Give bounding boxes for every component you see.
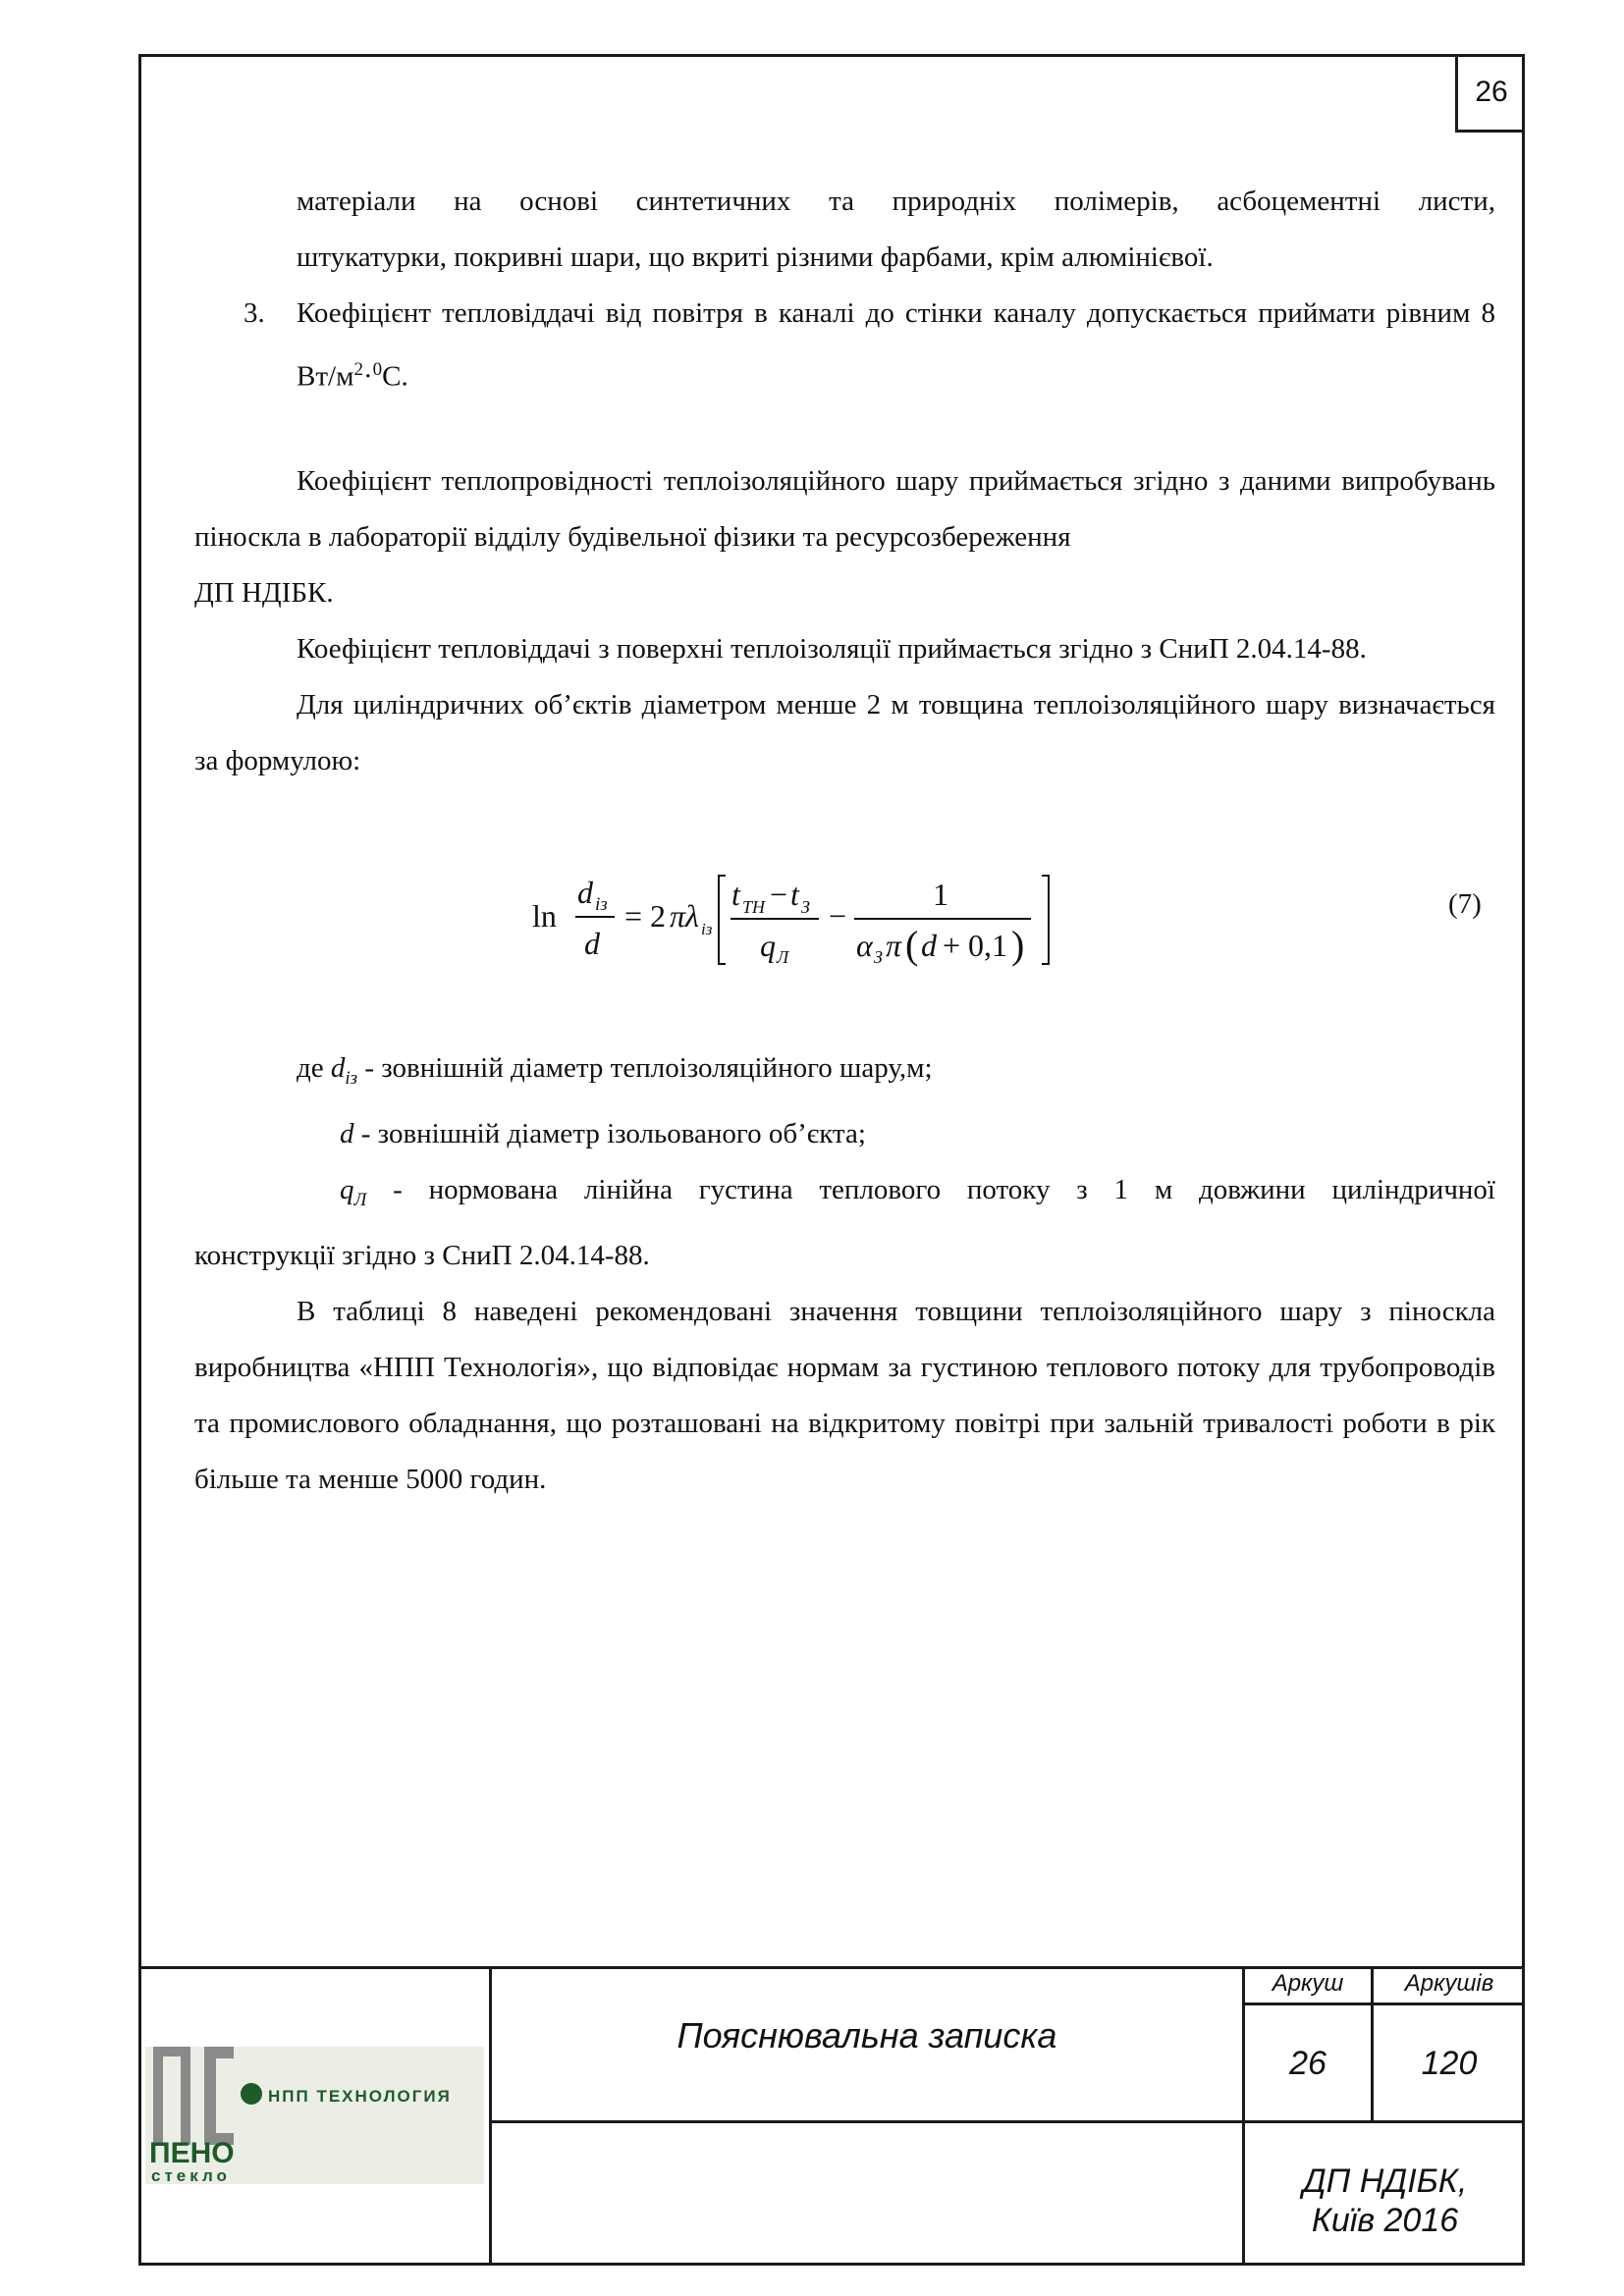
- formula-d2: d: [921, 928, 937, 963]
- formula-sub-z: З: [801, 897, 810, 917]
- sheet-label: Аркуш: [1272, 1970, 1344, 1997]
- formula-graphic: [530, 864, 1060, 972]
- paragraph-text: В таблиці 8 наведені рекомендовані значення товщини теплоізоляційного шару з піноскла виробництва «НПП Технологія», що відповідає нормам за густиною теплового потоку для трубопроводів та промислового обладнання, що розташовані на відкритому повітрі при зальній тривалості роботи в рік більше та менше 5000 годин.: [194, 1295, 1495, 1495]
- paragraph: [194, 454, 1495, 565]
- formula-minus2: −: [829, 898, 847, 934]
- logo-text-2: ПЕНО: [149, 2137, 235, 2169]
- formula-alpha: α: [856, 928, 873, 963]
- paragraph: [194, 621, 1495, 677]
- formula-paren-close: ): [1011, 923, 1025, 967]
- formula-sub-z2: З: [874, 947, 883, 967]
- list-text: Коефіцієнт тепловіддачі від повітря в каналі до стінки каналу допускається приймати рівним 8 Вт/м: [297, 297, 1495, 393]
- definition-text: - зовнішній діаметр теплоізоляційного шару,м;: [357, 1052, 933, 1084]
- definitions-block: [194, 1041, 1495, 1508]
- formula: [530, 864, 1512, 972]
- text-line: матеріали на основі синтетичних та природніх полімерів, асбоцементні листи,: [297, 186, 1495, 217]
- page-number: 26: [1455, 54, 1525, 133]
- formula-pi-lambda: πλ: [670, 898, 699, 934]
- dot: ·: [362, 360, 373, 393]
- text-line: штукатурки, покривні шари, що вкриті різними фарбами, крім алюмінієвої.: [297, 241, 1214, 273]
- formula-t-z: t: [790, 877, 799, 912]
- formula-sub-iz2: із: [701, 920, 713, 938]
- paragraph: [194, 677, 1495, 789]
- definition-2: [194, 1106, 1495, 1162]
- formula-number: (7): [1448, 888, 1482, 920]
- sheets-label: Аркушів: [1404, 1970, 1494, 1997]
- title-block-header-line: [1242, 2002, 1525, 2005]
- superscript: 0: [372, 359, 383, 380]
- formula-eq: = 2: [624, 898, 667, 934]
- formula-paren-open: (: [905, 923, 919, 967]
- definition-text: - зовнішній діаметр ізольованого об’єкта;: [353, 1117, 866, 1149]
- logo-text-3: стекло: [151, 2166, 231, 2184]
- formula-plus: + 0,1: [943, 928, 1008, 963]
- variable: d: [330, 1052, 346, 1084]
- formula-q: q: [760, 928, 776, 963]
- variable-subscript: Л: [353, 1189, 367, 1210]
- formula-sub-l: Л: [777, 947, 789, 967]
- paragraph-continuation: [194, 174, 1495, 230]
- formula-pi: π: [886, 928, 902, 963]
- definition-lead: де: [297, 1052, 324, 1084]
- title-block-divider-1: [489, 1966, 492, 2266]
- organization-line-2: Київ 2016: [1311, 2202, 1459, 2239]
- definition-1: [194, 1041, 1495, 1106]
- list-text-end: С.: [382, 360, 408, 393]
- logo-text-1: НПП ТЕХНОЛОГИЯ: [268, 2087, 452, 2106]
- variable: d: [340, 1117, 354, 1149]
- numbered-item-3: [194, 286, 1495, 405]
- definition-3: [194, 1162, 1495, 1228]
- sheets-total: 120: [1421, 2045, 1478, 2082]
- organization-line-1: ДП НДІБК,: [1302, 2163, 1468, 2200]
- paragraph-text: Коефіцієнт теплопровідності теплоізоляційного шару приймається згідно з даними випробувань піноскла в лабораторії відділу будівельної фізики та ресурсозбереження: [194, 465, 1495, 553]
- superscript: 2: [353, 359, 363, 380]
- paragraph: [194, 1284, 1495, 1508]
- paragraph-text: Коефіцієнт тепловіддачі з поверхні теплоізоляції приймається згідно з СниП 2.04.14-88.: [297, 633, 1367, 665]
- body-block-2: [194, 454, 1495, 789]
- sheet-number: 26: [1289, 2045, 1326, 2082]
- formula-ln: ln: [532, 898, 557, 934]
- logo-graphic: [145, 2047, 484, 2184]
- list-number: 3.: [244, 297, 265, 329]
- formula-sub-tn: ТН: [742, 897, 766, 917]
- variable: q: [340, 1173, 354, 1205]
- formula-minus1: −: [770, 877, 788, 912]
- paragraph-continuation-end: [194, 230, 1495, 286]
- variable-subscript: із: [345, 1067, 358, 1089]
- paragraph-tail: [194, 565, 1495, 621]
- company-logo: [145, 2047, 484, 2184]
- definition-3-tail: [194, 1228, 1495, 1284]
- formula-sub-iz: із: [595, 894, 608, 915]
- document-title: Пояснювальна записка: [677, 2015, 1057, 2056]
- body-block-1: [194, 174, 1495, 405]
- formula-d-iz: d: [577, 875, 593, 910]
- definition-text: конструкції згідно з СниП 2.04.14-88.: [194, 1239, 650, 1271]
- formula-d: d: [584, 926, 600, 961]
- paragraph-text: ДП НДІБК.: [194, 577, 334, 609]
- formula-one: 1: [933, 877, 948, 912]
- definition-text: - нормована лінійна густина теплового потоку з 1 м довжини циліндричної: [366, 1173, 1495, 1205]
- title-block-mid-line: [489, 2120, 1525, 2123]
- paragraph-text: Для циліндричних об’єктів діаметром менше 2 м товщина теплоізоляційного шару визначається за формулою:: [194, 689, 1495, 776]
- title-block-top-line: [138, 1966, 1525, 1969]
- formula-t-tn: t: [731, 877, 740, 912]
